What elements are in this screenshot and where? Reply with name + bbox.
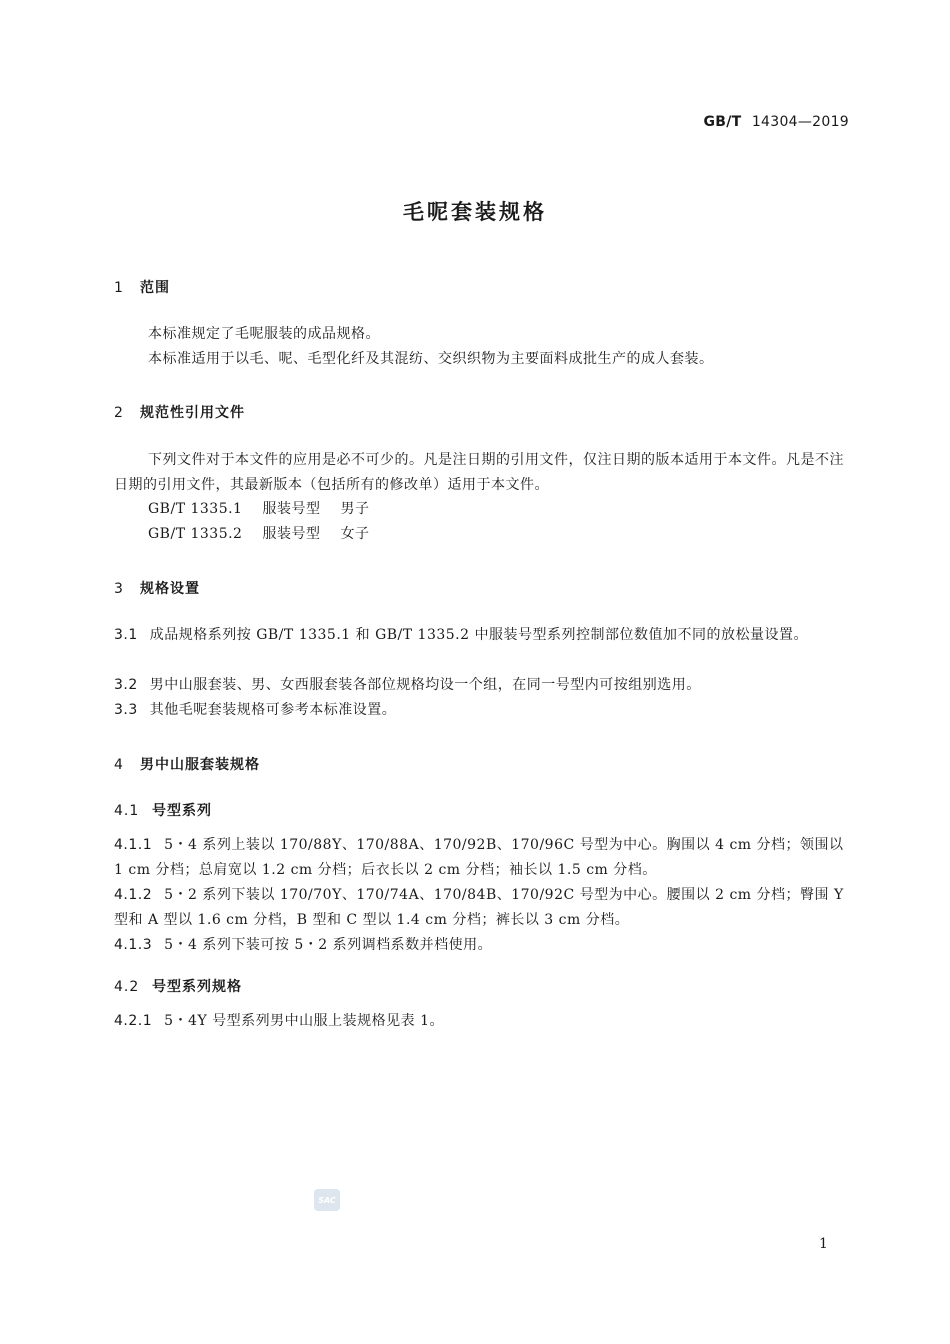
clause-text: 5・2 系列下装以 170/70Y、170/74A、170/84B、170/92C 号型为中心。腰围以 2 cm 分档；臀围 Y 型和 A 型以 1.6 cm 分档，B 型和 C 型以 1.4 cm 分档；裤长以 3 cm 分档。 <box>114 887 844 928</box>
clause-4-1-3 <box>114 933 850 958</box>
clause-text: 5・4 系列上装以 170/88Y、170/88A、170/92B、170/96C 号型为中心。胸围以 4 cm 分档；领围以 1 cm 分档；总肩宽以 1.2 cm 分档；后衣长以 2 cm 分档；袖长以 1.5 cm 分档。 <box>114 837 844 878</box>
document-title: 毛呢套装规格 <box>403 200 547 224</box>
clause-text: 成品规格系列按 GB/T 1335.1 和 GB/T 1335.2 中服装号型系列控制部位数值加不同的放松量设置。 <box>149 627 808 643</box>
subsection-4-1-heading <box>114 800 212 820</box>
clause-3-3 <box>114 698 850 723</box>
clause-number: 4.1.2 <box>114 887 153 903</box>
section-1-para-1: 本标准规定了毛呢服装的成品规格。 <box>148 326 380 342</box>
reference-code: GB/T 1335.2 <box>148 526 243 542</box>
section-number: 4 <box>114 757 124 773</box>
section-number: 3 <box>114 581 124 597</box>
section-1-para-2: 本标准适用于以毛、呢、毛型化纤及其混纺、交织织物为主要面料成批生产的成人套装。 <box>148 351 714 367</box>
clause-number: 3.3 <box>114 702 138 718</box>
clause-4-1-2 <box>114 883 850 933</box>
sac-watermark-logo <box>314 1189 340 1211</box>
subsection-title: 号型系列规格 <box>152 979 242 995</box>
clause-number: 4.2.1 <box>114 1013 153 1029</box>
section-3-heading <box>114 578 200 598</box>
clause-number: 4.1.3 <box>114 937 153 953</box>
section-title: 规格设置 <box>140 581 200 597</box>
page-number: 1 <box>819 1236 828 1252</box>
subsection-4-2-heading <box>114 976 242 996</box>
section-title: 规范性引用文件 <box>140 405 245 421</box>
watermark-text: SAC <box>318 1195 336 1205</box>
clause-text: 5・4 系列下装可按 5・2 系列调档系数并档使用。 <box>164 937 493 953</box>
standard-code-prefix: GB/T <box>703 114 742 130</box>
normative-reference-1 <box>148 497 850 522</box>
clause-3-2 <box>114 673 850 698</box>
subsection-number: 4.2 <box>114 979 140 995</box>
standard-code-number: 14304—2019 <box>751 114 849 130</box>
section-2-para-1: 下列文件对于本文件的应用是必不可少的。凡是注日期的引用文件，仅注日期的版本适用于本文件。凡是不注日期的引用文件，其最新版本（包括所有的修改单）适用于本文件。 <box>114 452 844 493</box>
clause-number: 4.1.1 <box>114 837 153 853</box>
clause-text: 男中山服套装、男、女西服套装各部位规格均设一个组，在同一号型内可按组别选用。 <box>149 677 701 693</box>
reference-code: GB/T 1335.1 <box>148 501 243 517</box>
section-title: 范围 <box>140 280 170 296</box>
section-number: 2 <box>114 405 124 421</box>
clause-number: 3.1 <box>114 627 138 643</box>
clause-4-1-1 <box>114 833 850 883</box>
section-1-heading <box>114 277 170 297</box>
section-number: 1 <box>114 280 124 296</box>
clause-3-1 <box>114 623 850 648</box>
reference-subtitle: 女子 <box>340 526 370 542</box>
subsection-number: 4.1 <box>114 803 140 819</box>
reference-title: 服装号型 <box>262 526 321 542</box>
reference-title: 服装号型 <box>262 501 321 517</box>
subsection-title: 号型系列 <box>152 803 212 819</box>
clause-number: 3.2 <box>114 677 138 693</box>
reference-subtitle: 男子 <box>340 501 370 517</box>
section-2-heading <box>114 402 245 422</box>
clause-text: 5・4Y 号型系列男中山服上装规格见表 1。 <box>164 1013 444 1029</box>
section-4-heading <box>114 754 260 774</box>
normative-reference-2 <box>148 522 850 547</box>
clause-4-2-1 <box>114 1009 850 1034</box>
clause-text: 其他毛呢套装规格可参考本标准设置。 <box>149 702 397 718</box>
standard-code-header <box>703 114 849 130</box>
section-title: 男中山服套装规格 <box>140 757 260 773</box>
